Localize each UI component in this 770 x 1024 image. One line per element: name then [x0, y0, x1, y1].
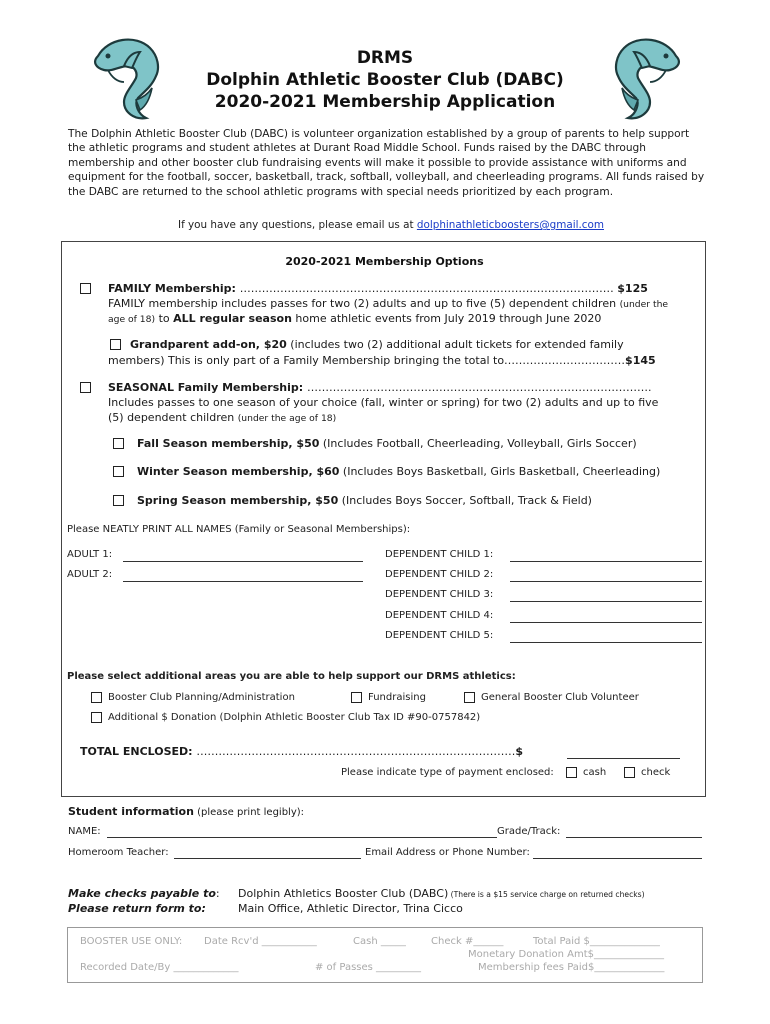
email-phone-label: Email Address or Phone Number:: [365, 847, 530, 858]
header-form-title: 2020-2021 Membership Application: [214, 92, 556, 112]
seasonal-label: SEASONAL Family Membership:: [108, 381, 307, 394]
student-info-title: [68, 804, 304, 820]
grandparent-desc2: members) This is only part of a Family Membership bringing the total to……………………………: [108, 354, 626, 367]
seasonal-desc2-line: [108, 410, 336, 426]
winter-season-checkbox[interactable]: [113, 466, 124, 477]
total-label: TOTAL ENCLOSED:: [80, 745, 197, 758]
winter-label: Winter Season membership, $60: [137, 465, 340, 478]
seasonal-dots: ………………………………………………………………………………….: [306, 381, 652, 394]
membership-options-box: [61, 241, 706, 797]
grandparent-label: Grandparent add-on, $20: [130, 338, 287, 351]
booster-total-paid: Total Paid $______________: [533, 936, 660, 947]
options-title: 2020-2021 Membership Options: [285, 255, 484, 268]
child3-label: DEPENDENT CHILD 3:: [385, 589, 494, 600]
family-desc2-to: to: [155, 312, 174, 325]
family-desc-line2: [108, 311, 601, 327]
spring-season-line: [137, 493, 592, 508]
family-desc1-small: (under the: [619, 299, 669, 310]
family-desc2-rest: home athletic events from July 2019 through June 2020: [291, 312, 602, 325]
winter-desc: (Includes Boys Basketball, Girls Basketball, Cheerleading): [339, 465, 661, 478]
spring-season-checkbox[interactable]: [113, 495, 124, 506]
grandparent-line2: [108, 353, 656, 368]
family-desc2-bold: ALL regular season: [173, 312, 292, 325]
grandparent-addon-checkbox[interactable]: [110, 339, 121, 350]
fall-price: , $50: [288, 437, 320, 450]
payable-label: Make checks payable to: [68, 887, 216, 900]
return-label: Please return form to:: [68, 902, 206, 915]
family-price: $125: [617, 282, 648, 295]
donation-checkbox[interactable]: [91, 712, 102, 723]
total-enclosed-line: [80, 744, 523, 759]
grandparent-desc1: (includes two (2) additional adult tickets for extended family: [286, 338, 624, 351]
family-desc2-small: age of 18): [108, 314, 156, 325]
child4-field[interactable]: [510, 622, 702, 623]
grade-track-label: Grade/Track:: [497, 826, 561, 837]
contact-prefix: If you have any questions, please email us at: [178, 219, 417, 231]
grandparent-total: $145: [625, 354, 656, 367]
header-school: DRMS: [356, 48, 414, 68]
family-desc-line1: [108, 296, 668, 312]
adult1-label: ADULT 1:: [67, 549, 113, 560]
help-title: Please select additional areas you are able to help support our DRMS athletics:: [67, 671, 516, 682]
fundraising-checkbox[interactable]: [351, 692, 362, 703]
check-checkbox[interactable]: [624, 767, 635, 778]
planning-checkbox[interactable]: [91, 692, 102, 703]
payable-colon: :: [215, 887, 220, 900]
adult2-label: ADULT 2:: [67, 569, 113, 580]
booster-recorded: Recorded Date/By _____________: [80, 962, 239, 973]
child1-label: DEPENDENT CHILD 1:: [385, 549, 494, 560]
contact-email-link[interactable]: dolphinathleticboosters@gmail.com: [416, 219, 604, 231]
family-membership-line: [108, 281, 648, 296]
fall-desc: (Includes Football, Cheerleading, Volleyball, Girls Soccer): [319, 437, 637, 450]
booster-date-rcvd: Date Rcv'd ___________: [204, 936, 317, 947]
booster-passes: # of Passes _________: [315, 962, 422, 973]
booster-use-only-box: [67, 927, 703, 983]
check-label: check: [641, 767, 671, 778]
homeroom-field[interactable]: [174, 858, 361, 859]
payable-value-line: [238, 886, 645, 902]
contact-line: [178, 219, 604, 231]
volunteer-checkbox[interactable]: [464, 692, 475, 703]
child1-field[interactable]: [510, 561, 702, 562]
student-name-label: NAME:: [68, 826, 101, 837]
planning-label: Booster Club Planning/Administration: [108, 692, 295, 703]
header-club-name: Dolphin Athletic Booster Club (DABC): [206, 70, 564, 90]
booster-monetary-donation: Monetary Donation Amt$______________: [468, 949, 664, 960]
grandparent-line1: [130, 337, 624, 352]
family-membership-checkbox[interactable]: [80, 283, 91, 294]
seasonal-desc2-small: (under the age of 18): [237, 413, 337, 424]
fall-season-checkbox[interactable]: [113, 438, 124, 449]
family-label: FAMILY Membership:: [108, 282, 240, 295]
payable-value: Dolphin Athletics Booster Club (DABC): [238, 887, 449, 900]
volunteer-label: General Booster Club Volunteer: [481, 692, 639, 703]
spring-desc: (Includes Boys Soccer, Softball, Track & Field): [338, 494, 592, 507]
child2-field[interactable]: [510, 581, 702, 582]
winter-season-line: [137, 464, 660, 479]
student-title-note: (please print legibly):: [193, 807, 305, 818]
booster-use-only-label: BOOSTER USE ONLY:: [80, 936, 183, 947]
child5-label: DEPENDENT CHILD 5:: [385, 630, 494, 641]
fundraising-label: Fundraising: [368, 692, 426, 703]
booster-check: Check #______: [431, 936, 504, 947]
booster-cash: Cash _____: [353, 936, 406, 947]
family-dots: …………………………………………………………………………………………: [239, 282, 614, 295]
names-instruction: Please NEATLY PRINT ALL NAMES (Family or Seasonal Memberships):: [67, 524, 411, 535]
payable-note: (There is a $15 service charge on returned checks): [448, 890, 645, 899]
payment-prompt: Please indicate type of payment enclosed:: [341, 767, 554, 778]
adult2-field[interactable]: [123, 581, 363, 582]
cash-checkbox[interactable]: [566, 767, 577, 778]
total-amount-field[interactable]: [567, 758, 680, 759]
fall-season-line: [137, 436, 637, 451]
seasonal-desc2: (5) dependent children: [108, 411, 238, 424]
cash-label: cash: [583, 767, 607, 778]
total-dots: ……………………………………………………………………………: [196, 745, 516, 758]
donation-label: Additional $ Donation (Dolphin Athletic Booster Club Tax ID #90-0757842): [108, 712, 481, 723]
student-name-field[interactable]: [107, 837, 497, 838]
booster-membership-fees: Membership fees Paid$______________: [478, 962, 665, 973]
adult1-field[interactable]: [123, 561, 363, 562]
student-title: Student information: [68, 805, 194, 818]
child3-field[interactable]: [510, 601, 702, 602]
family-desc1: FAMILY membership includes passes for two (2) adults and up to five (5) dependent children: [108, 297, 620, 310]
grade-track-field[interactable]: [566, 837, 702, 838]
child4-label: DEPENDENT CHILD 4:: [385, 610, 494, 621]
child2-label: DEPENDENT CHILD 2:: [385, 569, 494, 580]
homeroom-label: Homeroom Teacher:: [68, 847, 169, 858]
spring-label: Spring Season membership, $50: [137, 494, 339, 507]
child5-field[interactable]: [510, 642, 702, 643]
fall-label: Fall Season membership: [137, 437, 289, 450]
seasonal-desc1: Includes passes to one season of your choice (fall, winter or spring) for two (2) adults and up to five: [108, 396, 659, 409]
total-dollar: $: [515, 745, 524, 758]
intro-paragraph: The Dolphin Athletic Booster Club (DABC) is volunteer organization established by a group of parents to help support the athletic programs and student athletes at Durant Road Middle School. Funds raised by the DABC through membership and other booster club fundraising events will make it possible to provide assistance with uniforms and equipment for the football, soccer, basketball, track, softball, volleyball, and cheerleading programs. All funds raised by the DABC are returned to the school athletic programs with special needs prioritized by each program.: [68, 128, 705, 198]
seasonal-membership-checkbox[interactable]: [80, 382, 91, 393]
email-phone-field[interactable]: [533, 858, 702, 859]
seasonal-line: [108, 380, 651, 395]
return-value: Main Office, Athletic Director, Trina Cicco: [238, 902, 463, 915]
payable-label-line: [68, 886, 220, 901]
